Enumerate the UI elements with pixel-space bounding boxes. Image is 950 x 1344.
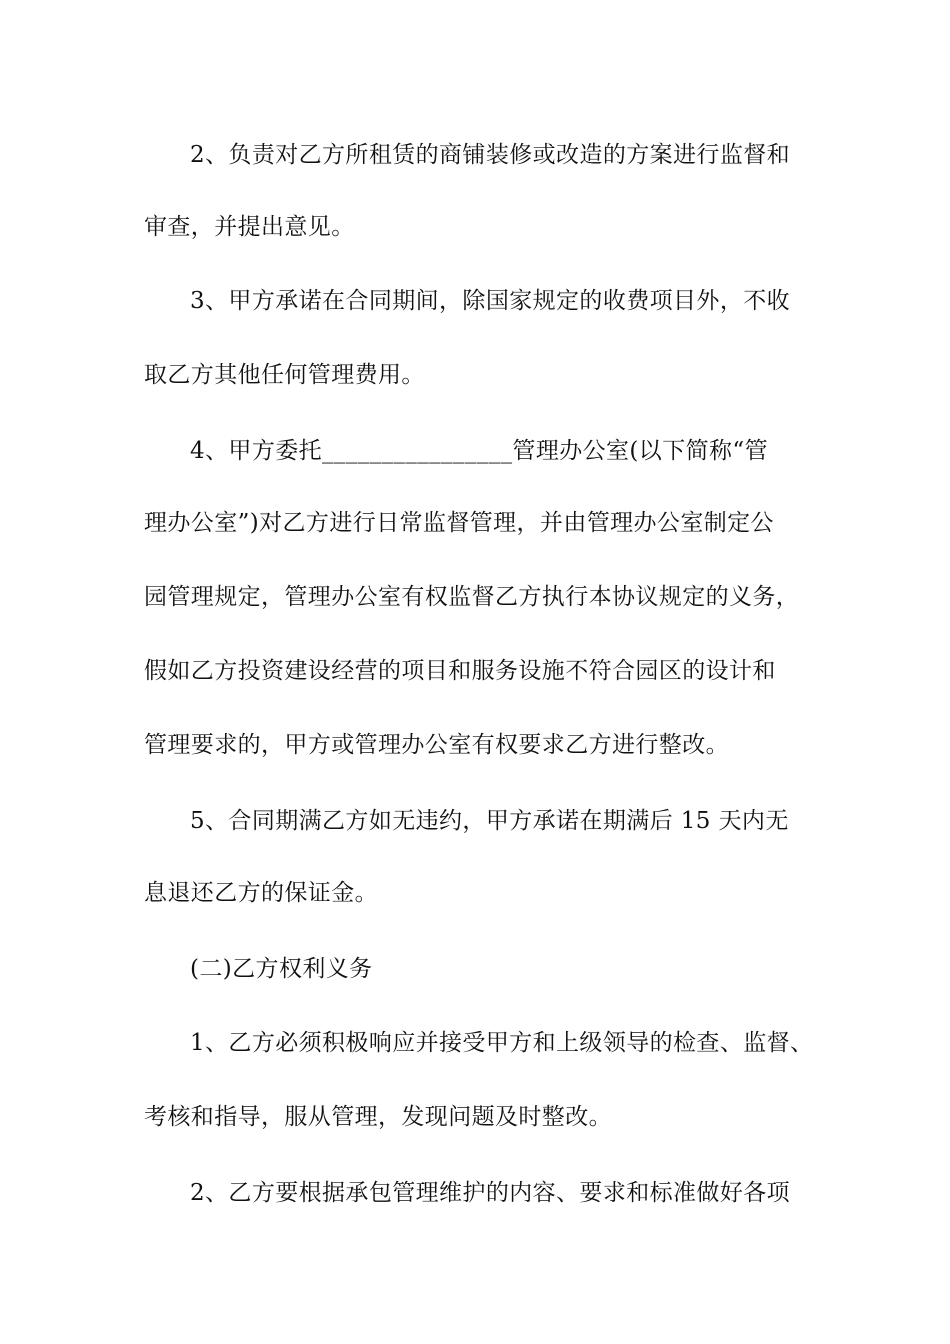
paragraph-5-line-1: 5、合同期满乙方如无违约，甲方承诺在期满后 15 天内无 [190, 808, 789, 834]
paragraph-4-line-2: 理办公室”)对乙方进行日常监督管理，并由管理办公室制定公 [144, 510, 774, 536]
paragraph-b1-line-2: 考核和指导，服从管理，发现问题及时整改。 [144, 1104, 612, 1130]
paragraph-4-line-5: 管理要求的，甲方或管理办公室有权要求乙方进行整改。 [144, 732, 729, 758]
paragraph-4-line-3: 园管理规定，管理办公室有权监督乙方执行本协议规定的义务， [144, 584, 800, 610]
paragraph-3-line-2: 取乙方其他任何管理费用。 [144, 362, 425, 388]
section-heading: (二)乙方权利义务 [190, 956, 373, 982]
paragraph-2-line-2: 审查，并提出意见。 [144, 214, 355, 240]
paragraph-3-line-1: 3、甲方承诺在合同期间，除国家规定的收费项目外，不收 [190, 288, 791, 314]
paragraph-4-line-1: 4、甲方委托________________管理办公室(以下简称“管 [190, 438, 768, 464]
paragraph-b2-line-1: 2、乙方要根据承包管理维护的内容、要求和标准做好各项 [190, 1180, 791, 1206]
paragraph-b1-line-1: 1、乙方必须积极响应并接受甲方和上级领导的检查、监督、 [190, 1030, 814, 1056]
paragraph-4-line-4: 假如乙方投资建设经营的项目和服务设施不符合园区的设计和 [144, 658, 776, 684]
paragraph-2-line-1: 2、负责对乙方所租赁的商铺装修或改造的方案进行监督和 [190, 142, 791, 168]
paragraph-5-line-2: 息退还乙方的保证金。 [144, 880, 378, 906]
